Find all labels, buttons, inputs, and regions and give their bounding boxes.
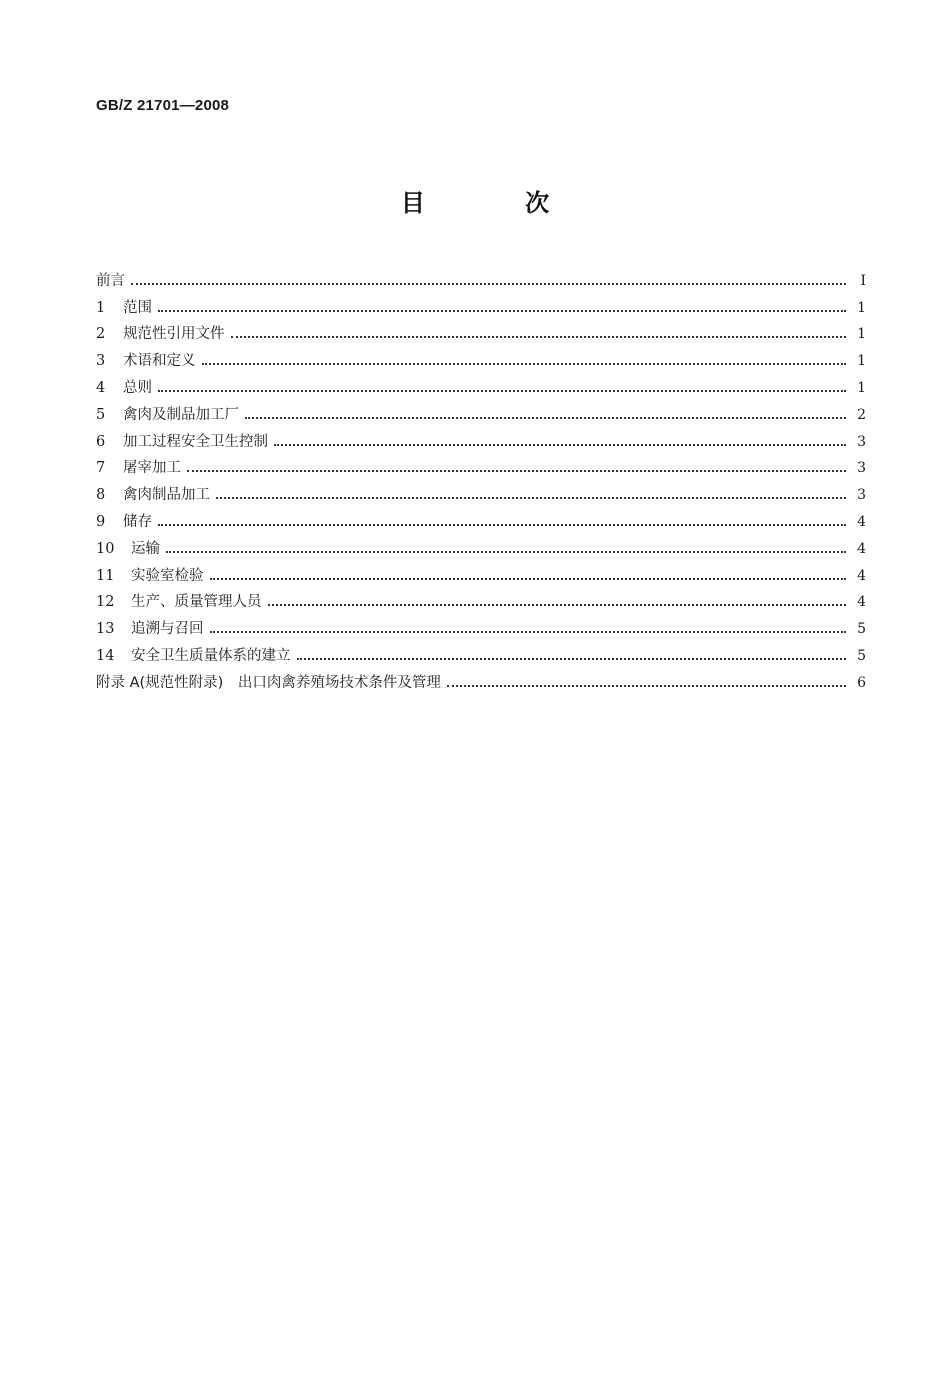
toc-entry-number: 6 [96,433,106,450]
toc-leader-dots [210,577,847,580]
toc-entry-text: 规范性引用文件 [123,326,225,343]
toc-entry-text: 附录 A(规范性附录) 出口肉禽养殖场技术条件及管理 [96,674,441,691]
toc-entry-label [96,405,245,425]
toc-entry-number: 7 [96,460,106,477]
toc-entry-text: 生产、质量管理人员 [131,594,262,611]
toc-entry-number: 5 [96,406,106,423]
toc-entry-page: 1 [857,379,866,396]
toc-entry-number: 10 [96,540,115,557]
toc-entry-page: 4 [857,513,866,530]
toc-leader-dots [202,362,847,365]
toc-entry-page: 4 [857,567,866,584]
toc-entry-number: 3 [96,353,106,370]
toc-entry-text: 术语和定义 [123,353,196,370]
toc-entry[interactable] [96,425,866,452]
toc-entry-text: 前言 [96,272,125,289]
toc-entry-page: 5 [857,621,866,638]
toc-entry-text: 加工过程安全卫生控制 [123,433,268,450]
toc-leader-dots [231,335,847,338]
toc-entry-label [96,592,268,612]
table-of-contents [96,264,866,693]
toc-entry-page: Ⅰ [860,272,866,289]
toc-entry-text: 禽肉及制品加工厂 [123,406,239,423]
toc-entry-number: 11 [96,567,115,584]
toc-entry-number: 4 [96,379,106,396]
toc-entry-label [96,351,202,371]
toc-entry[interactable] [96,666,866,693]
toc-entry-label [96,485,216,505]
toc-entry-label [96,324,231,344]
toc-entry-label [96,619,210,639]
toc-entry[interactable] [96,478,866,505]
toc-leader-dots [166,550,846,553]
toc-entry[interactable] [96,318,866,345]
toc-leader-dots [268,603,847,606]
toc-entry-label [96,673,447,693]
toc-entry-label [96,646,297,666]
standard-code: GB/Z 21701—2008 [96,97,230,114]
toc-entry-text: 实验室检验 [131,567,204,584]
toc-entry-text: 运输 [131,540,160,557]
toc-leader-dots [216,496,846,499]
toc-entry-label [96,432,274,452]
toc-entry-number: 9 [96,513,106,530]
toc-entry-page: 4 [857,540,866,557]
toc-entry-text: 追溯与召回 [131,621,204,638]
toc-entry[interactable] [96,398,866,425]
toc-entry[interactable] [96,612,866,639]
toc-leader-dots [158,309,846,312]
toc-entry-label [96,458,187,478]
toc-entry-page: 3 [857,487,866,504]
toc-entry-number: 12 [96,594,115,611]
toc-entry-text: 屠宰加工 [123,460,181,477]
toc-entry-page: 5 [857,647,866,664]
toc-leader-dots [245,416,846,419]
toc-entry-text: 安全卫生质量体系的建立 [131,647,291,664]
toc-entry-page: 3 [857,460,866,477]
toc-leader-dots [131,282,846,285]
toc-entry-label [96,512,158,532]
toc-entry[interactable] [96,344,866,371]
toc-entry-label [96,378,158,398]
toc-entry-number: 14 [96,647,115,664]
toc-entry-label [96,271,131,291]
toc-entry-text: 储存 [123,513,152,530]
toc-entry-number: 13 [96,621,115,638]
toc-title: 目 次 [400,189,596,217]
toc-leader-dots [158,523,846,526]
toc-entry-text: 禽肉制品加工 [123,487,210,504]
toc-entry[interactable] [96,532,866,559]
toc-entry-page: 3 [857,433,866,450]
toc-leader-dots [447,684,846,687]
toc-entry-page: 4 [857,594,866,611]
toc-entry-text: 总则 [123,379,152,396]
toc-entry[interactable] [96,639,866,666]
toc-entry-page: 1 [857,299,866,316]
toc-entry[interactable] [96,452,866,479]
toc-entry-label [96,566,210,586]
toc-entry-page: 6 [857,674,866,691]
toc-entry-page: 2 [857,406,866,423]
toc-entry-label [96,298,158,318]
toc-entry-page: 1 [857,326,866,343]
toc-leader-dots [187,469,846,472]
toc-entry[interactable] [96,371,866,398]
toc-entry-number: 2 [96,326,106,343]
toc-entry[interactable] [96,505,866,532]
toc-entry[interactable] [96,291,866,318]
toc-entry-label [96,539,166,559]
toc-leader-dots [158,389,846,392]
toc-leader-dots [210,630,847,633]
toc-entry-page: 1 [857,353,866,370]
toc-entry[interactable] [96,586,866,613]
toc-leader-dots [297,657,847,660]
toc-entry-text: 范围 [123,299,152,316]
toc-entry-number: 8 [96,487,106,504]
toc-entry[interactable] [96,559,866,586]
toc-entry[interactable] [96,264,866,291]
toc-leader-dots [274,443,846,446]
toc-entry-number: 1 [96,299,106,316]
